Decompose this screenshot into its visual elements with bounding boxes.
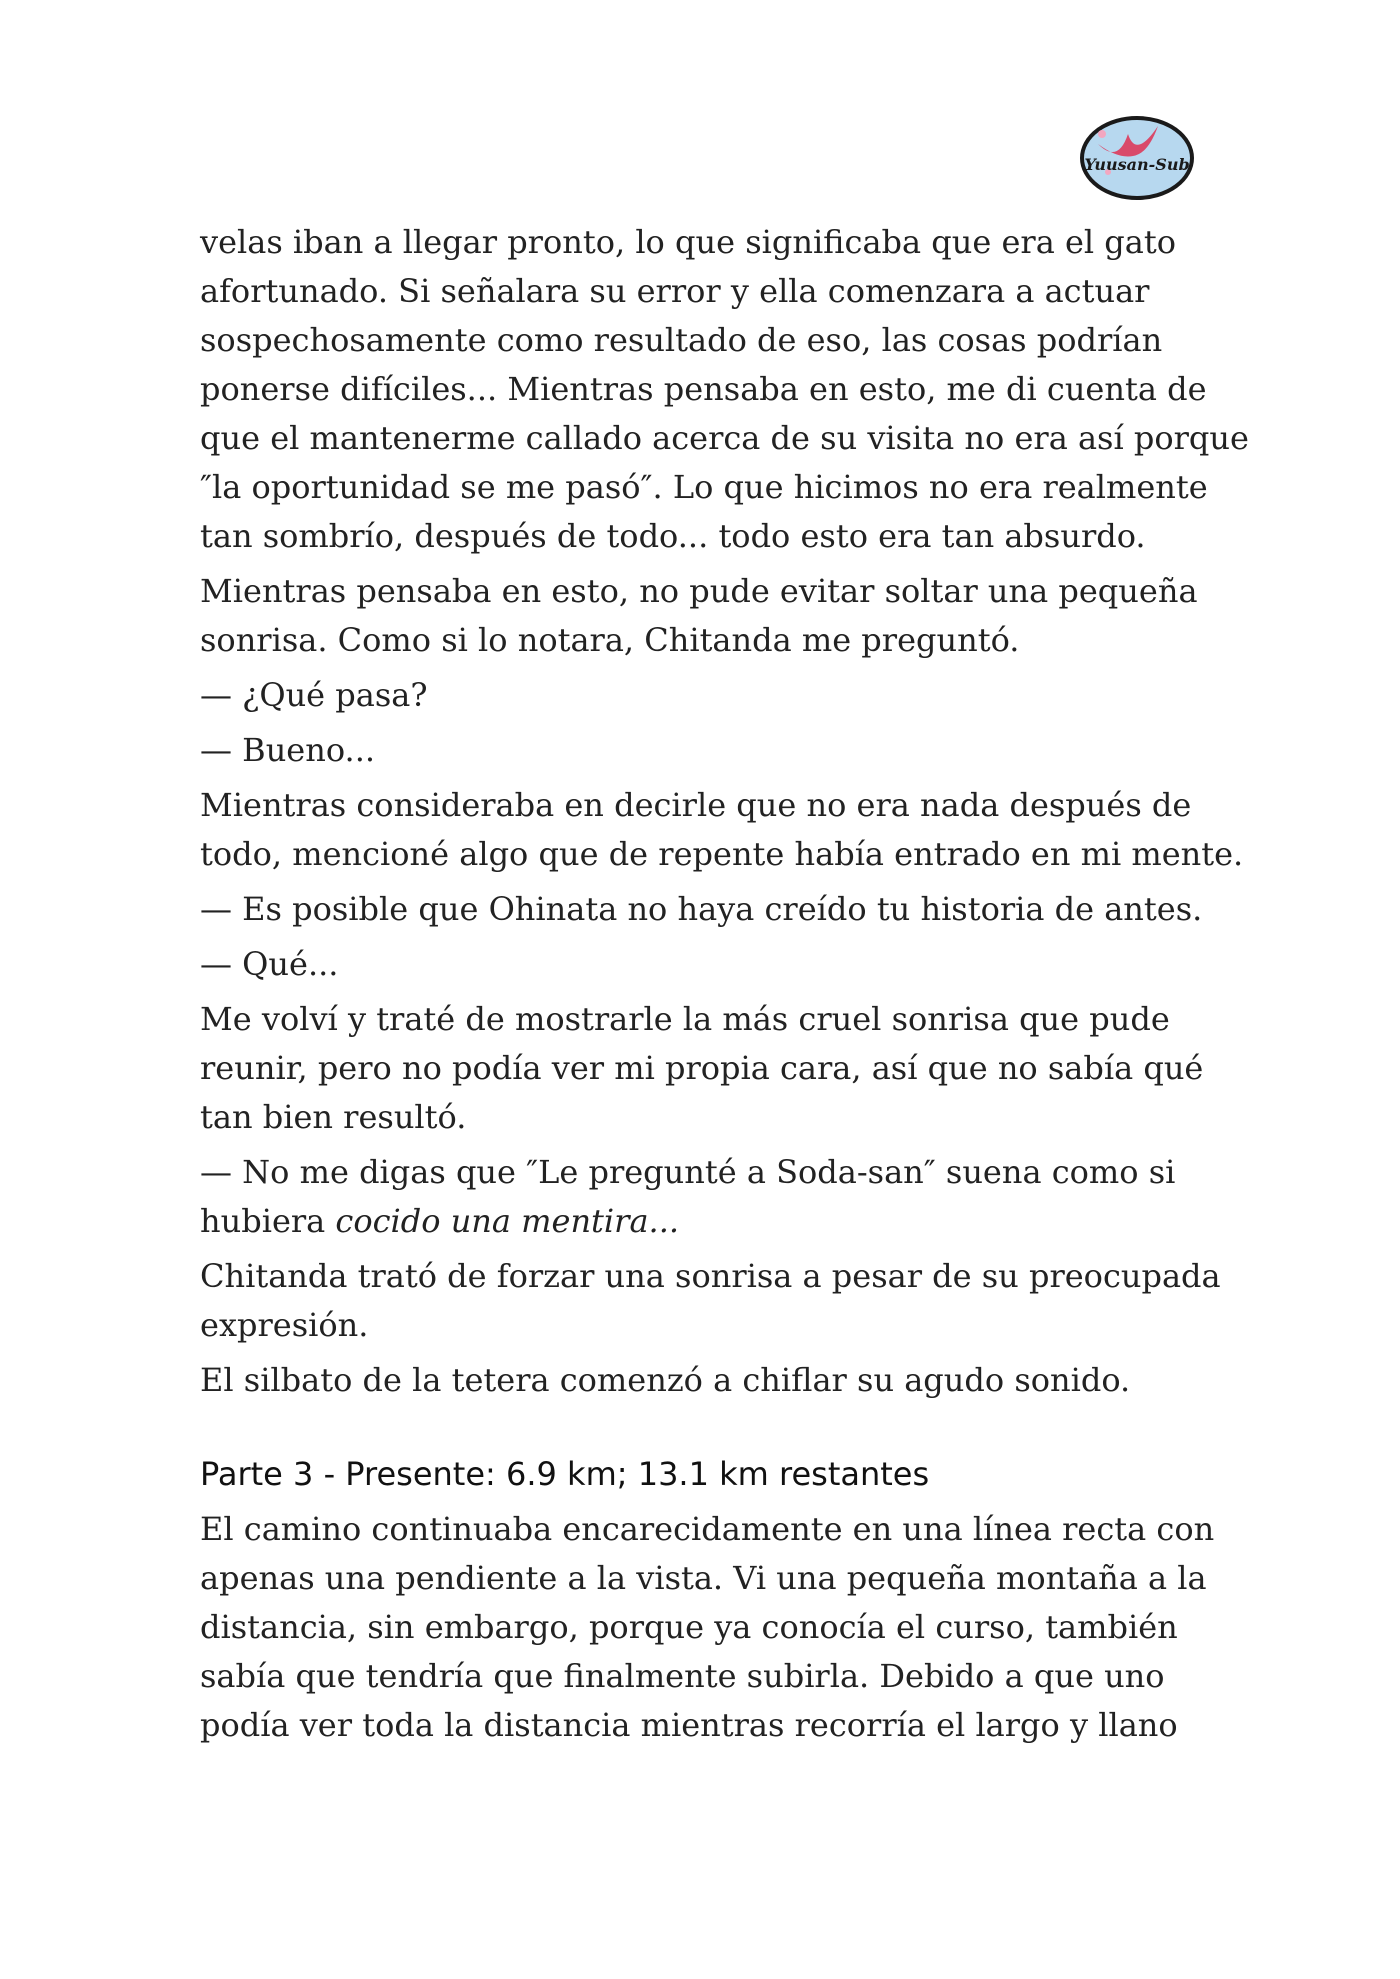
paragraph <box>200 218 1249 561</box>
text-line: velas iban a llegar pronto, lo que significaba que era el gato <box>200 223 1176 261</box>
text-line: reunir, pero no podía ver mi propia cara, así que no sabía qué <box>200 1049 1204 1087</box>
text-line: — Bueno... <box>200 731 376 769</box>
paragraph <box>200 1505 1215 1750</box>
text-line: todo, mencioné algo que de repente había entrado en mi mente. <box>200 835 1244 873</box>
dialogue-line <box>200 940 1210 989</box>
text-line: tan bien resultó. <box>200 1098 467 1136</box>
text-line: sabía que tendría que finalmente subirla. Debido a que uno <box>200 1657 1165 1695</box>
logo-text: Yuusan-Sub <box>1084 155 1190 174</box>
paragraph <box>200 567 1210 665</box>
text-line: distancia, sin embargo, porque ya conocía el curso, también <box>200 1608 1178 1646</box>
text-line: ″la oportunidad se me pasó″. Lo que hicimos no era realmente <box>200 468 1208 506</box>
paragraph <box>200 781 1244 879</box>
text-line: ponerse difíciles... Mientras pensaba en esto, me di cuenta de <box>200 370 1207 408</box>
text-line: afortunado. Si señalara su error y ella comenzara a actuar <box>200 272 1150 310</box>
dialogue-line <box>200 885 1210 934</box>
text-line: — Es posible que Ohinata no haya creído tu historia de antes. <box>200 890 1203 928</box>
text-line: El camino continuaba encarecidamente en una línea recta con <box>200 1510 1215 1548</box>
text-line: Mientras pensaba en esto, no pude evitar soltar una pequeña <box>200 572 1198 610</box>
text-line: Me volví y traté de mostrarle la más cruel sonrisa que pude <box>200 1000 1170 1038</box>
text-line <box>200 1197 1210 1246</box>
yuusan-sub-logo <box>1078 104 1196 200</box>
text-line: podía ver toda la distancia mientras recorría el largo y llano <box>200 1706 1178 1744</box>
section-heading: Parte 3 - Presente: 6.9 km; 13.1 km restantes <box>200 1455 930 1493</box>
paragraph <box>200 1356 1210 1405</box>
dialogue-line <box>200 671 1210 720</box>
text-line: expresión. <box>200 1306 369 1344</box>
text-line: — No me digas que ″Le pregunté a Soda-san″ suena como si <box>200 1153 1176 1191</box>
text-line: Mientras consideraba en decirle que no era nada después de <box>200 786 1192 824</box>
flower-icon <box>1098 130 1106 138</box>
text-line: sospechosamente como resultado de eso, las cosas podrían <box>200 321 1163 359</box>
dialogue-line <box>200 1148 1210 1246</box>
dialogue-line <box>200 726 1210 775</box>
text-segment: hubiera <box>200 1202 336 1240</box>
text-line: que el mantenerme callado acerca de su visita no era así porque <box>200 419 1249 457</box>
body-text <box>200 218 1249 1756</box>
text-line: Chitanda trató de forzar una sonrisa a pesar de su preocupada <box>200 1257 1221 1295</box>
text-line: tan sombrío, después de todo... todo esto era tan absurdo. <box>200 517 1146 555</box>
paragraph <box>200 995 1210 1142</box>
italic-text: cocido una mentira... <box>335 1202 680 1240</box>
text-line: El silbato de la tetera comenzó a chiflar su agudo sonido. <box>200 1361 1131 1399</box>
paragraph <box>200 1252 1221 1350</box>
text-line: sonrisa. Como si lo notara, Chitanda me preguntó. <box>200 621 1020 659</box>
text-line: apenas una pendiente a la vista. Vi una pequeña montaña a la <box>200 1559 1207 1597</box>
text-line: — ¿Qué pasa? <box>200 676 428 714</box>
text-line: — Qué... <box>200 945 339 983</box>
